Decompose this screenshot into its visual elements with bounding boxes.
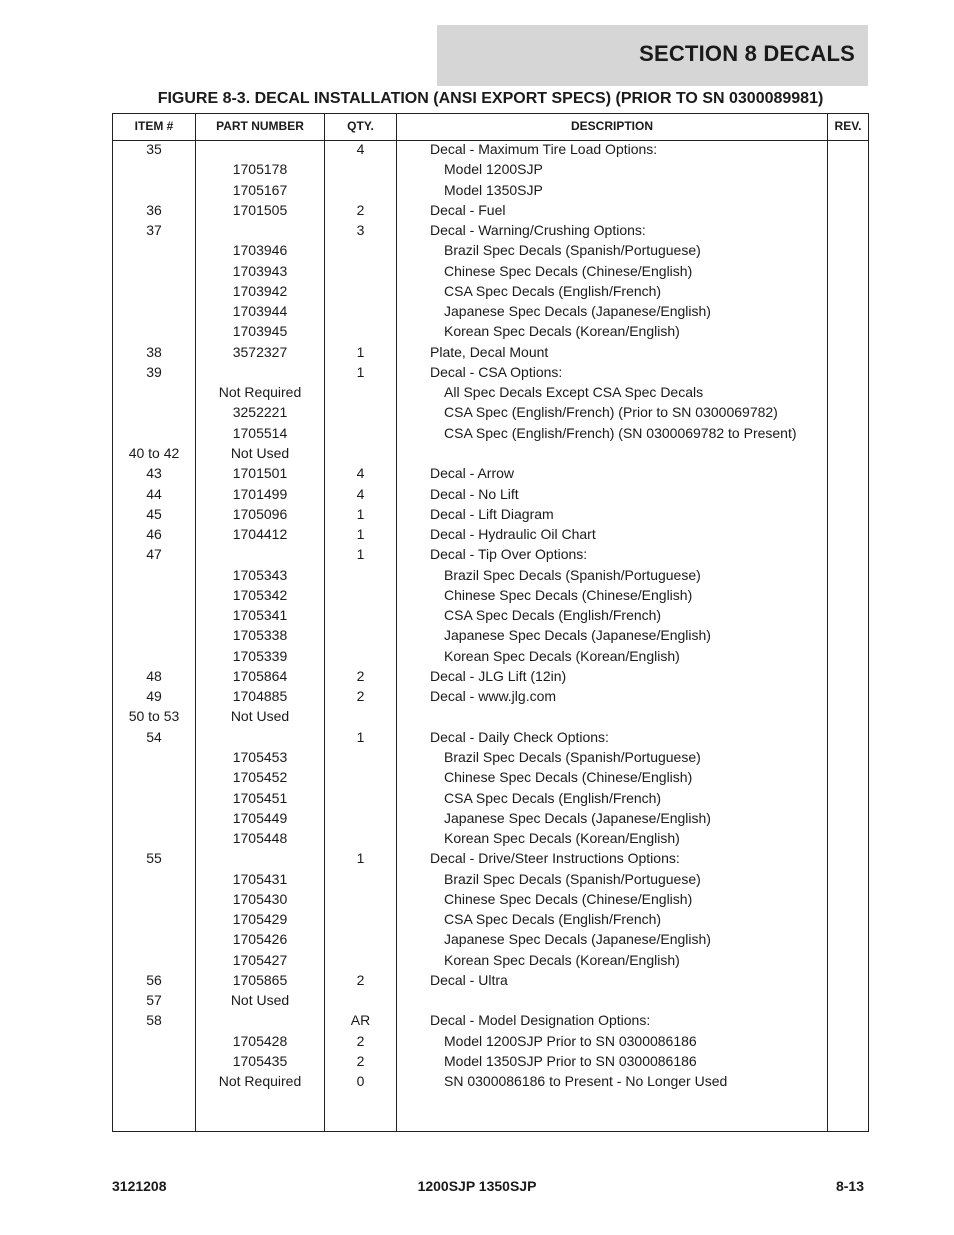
part-number [196,140,324,160]
part-number: Not Used [230,444,290,461]
part-number: 1704885 [232,688,288,705]
table-row [113,302,868,322]
quantity: 1 [356,526,365,543]
item-number [113,403,195,423]
quantity [325,748,396,768]
item-number [113,829,195,849]
description: Decal - Drive/Steer Instructions Options: [430,850,680,867]
part-number [196,1011,324,1031]
part-number: Not Required [218,384,302,401]
description: Decal - No Lift [430,485,519,502]
part-number: 1705178 [232,161,288,178]
item-number: 35 [146,141,162,157]
part-number: 1701501 [232,465,288,482]
quantity [325,302,396,322]
description: Decal - Lift Diagram [430,505,554,522]
description: Decal - CSA Options: [430,363,563,380]
column-header-part-number: PART NUMBER [216,119,304,133]
quantity [325,181,396,201]
item-number [113,1072,195,1092]
table-row [113,444,868,464]
description: Chinese Spec Decals (Chinese/English) [444,586,693,603]
quantity: 1 [356,850,365,867]
quantity [325,789,396,809]
quantity [325,768,396,788]
item-number: 54 [146,728,162,745]
table-row [113,647,868,667]
part-number: 1705339 [232,647,288,664]
table-row [113,890,868,910]
item-number: 44 [146,485,162,502]
quantity: 4 [356,485,365,502]
quantity [325,626,396,646]
description: CSA Spec (English/French) (Prior to SN 0300069782) [444,404,778,421]
description: CSA Spec (English/French) (SN 0300069782 to Present) [444,424,797,441]
item-number [113,606,195,626]
item-number [113,870,195,890]
item-number: 38 [146,343,162,360]
item-number [113,160,195,180]
part-number: 1705338 [232,627,288,644]
description: Japanese Spec Decals (Japanese/English) [444,931,711,948]
part-number: 1703945 [232,323,288,340]
quantity [325,403,396,423]
item-number [113,768,195,788]
table-row [113,667,868,687]
table-body [113,140,868,1092]
quantity: 2 [356,971,365,988]
table-row [113,525,868,545]
item-number: 36 [146,201,162,218]
description [430,707,826,727]
quantity [325,707,396,727]
description: Decal - JLG Lift (12in) [430,667,567,684]
part-number: 1701499 [232,485,288,502]
description: Decal - Model Designation Options: [430,1012,651,1029]
description: Japanese Spec Decals (Japanese/English) [444,303,711,320]
part-number: 1705427 [232,951,288,968]
quantity [325,282,396,302]
item-number [113,181,195,201]
quantity: 2 [356,201,365,218]
quantity [325,606,396,626]
description: Decal - Fuel [430,201,506,218]
description: Model 1350SJP Prior to SN 0300086186 [444,1052,697,1069]
table-row [113,586,868,606]
description: Chinese Spec Decals (Chinese/English) [444,262,693,279]
part-number: 3572327 [232,343,288,360]
column-header-description: DESCRIPTION [570,119,653,133]
table-row [113,505,868,525]
part-number: 1703943 [232,262,288,279]
part-number [196,363,324,383]
quantity: 2 [356,688,365,705]
table-row [113,383,868,403]
quantity [325,910,396,930]
description: Model 1200SJP Prior to SN 0300086186 [444,1032,697,1049]
quantity [325,383,396,403]
quantity [325,809,396,829]
table-row [113,1072,868,1092]
table-row [113,809,868,829]
part-number: 1703946 [232,242,288,259]
quantity [325,241,396,261]
table-row [113,1032,868,1052]
item-number: 45 [146,505,162,522]
part-number: 1705448 [232,830,288,847]
item-number [113,424,195,444]
description: Model 1350SJP [444,181,543,198]
table-row [113,566,868,586]
table-row [113,140,868,160]
part-number: 1705167 [232,181,288,198]
description: CSA Spec Decals (English/French) [444,911,662,928]
description: Brazil Spec Decals (Spanish/Portuguese) [444,566,701,583]
parts-table [112,113,869,1132]
quantity [325,991,396,1011]
part-number: 1703942 [232,282,288,299]
item-number [113,626,195,646]
table-row [113,545,868,565]
table-row [113,930,868,950]
quantity: 4 [356,465,365,482]
description [430,991,826,1011]
table-row [113,748,868,768]
table-row [113,181,868,201]
quantity: 2 [356,1032,365,1049]
part-number: 1705342 [232,586,288,603]
quantity: AR [350,1012,371,1029]
part-number: Not Required [218,1073,302,1090]
footer-models: 1200SJP 1350SJP [417,1178,537,1194]
description: SN 0300086186 to Present - No Longer Used [444,1073,728,1090]
part-number [196,849,324,869]
quantity [325,951,396,971]
table-row [113,241,868,261]
table-row [113,485,868,505]
quantity [325,930,396,950]
description: Decal - Arrow [430,465,515,482]
description: Chinese Spec Decals (Chinese/English) [444,769,693,786]
item-number: 43 [146,465,162,482]
column-header-qty: QTY. [347,119,374,133]
description [430,444,826,464]
part-number: 1705096 [232,505,288,522]
description: Chinese Spec Decals (Chinese/English) [444,890,693,907]
footer-doc-number: 3121208 [112,1178,167,1194]
item-number: 37 [146,222,162,239]
description: CSA Spec Decals (English/French) [444,607,662,624]
part-number: 1701505 [232,201,288,218]
item-number [113,1032,195,1052]
item-number [113,282,195,302]
quantity: 2 [356,667,365,684]
description: Decal - Maximum Tire Load Options: [430,141,658,157]
section-banner [437,25,868,86]
quantity [325,890,396,910]
table-row [113,282,868,302]
table-row [113,1052,868,1072]
description: All Spec Decals Except CSA Spec Decals [444,384,704,401]
description: Korean Spec Decals (Korean/English) [444,830,680,847]
description: Japanese Spec Decals (Japanese/English) [444,627,711,644]
item-number [113,647,195,667]
footer-page-number: 8-13 [835,1178,864,1194]
table-row [113,971,868,991]
description: Model 1200SJP [444,161,543,178]
table-row [113,322,868,342]
part-number [196,728,324,748]
part-number: 1705429 [232,911,288,928]
table-row [113,789,868,809]
item-number: 55 [146,850,162,867]
table-row [113,728,868,748]
table-row [113,221,868,241]
part-number: 1705428 [232,1032,288,1049]
description: Decal - Warning/Crushing Options: [430,222,646,239]
description: Korean Spec Decals (Korean/English) [444,647,680,664]
part-number [196,545,324,565]
figure-title: FIGURE 8-3. DECAL INSTALLATION (ANSI EXPORT SPECS) (PRIOR TO SN 0300089981) [157,90,824,107]
part-number: 1705864 [232,667,288,684]
part-number: 1705449 [232,809,288,826]
quantity [325,647,396,667]
description: Decal - Daily Check Options: [430,728,609,745]
item-number: 57 [146,992,162,1009]
part-number: 1705514 [232,424,288,441]
part-number: 1705865 [232,971,288,988]
table-row [113,626,868,646]
table-row [113,910,868,930]
table-row [113,687,868,707]
description: CSA Spec Decals (English/French) [444,282,662,299]
item-number: 47 [146,546,162,563]
section-title: SECTION 8 DECALS [639,41,855,66]
part-number: 3252221 [232,404,288,421]
table-row [113,951,868,971]
part-number: 1705430 [232,890,288,907]
description: Decal - Hydraulic Oil Chart [430,526,596,543]
quantity: 1 [356,728,365,745]
table-row [113,849,868,869]
table-row [113,160,868,180]
table-row [113,201,868,221]
item-number: 39 [146,363,162,380]
part-number: 1703944 [232,303,288,320]
description: Brazil Spec Decals (Spanish/Portuguese) [444,242,701,259]
quantity: 1 [356,546,365,563]
description: Brazil Spec Decals (Spanish/Portuguese) [444,748,701,765]
description: Plate, Decal Mount [430,343,549,360]
quantity [325,566,396,586]
description: Decal - Tip Over Options: [430,546,588,563]
quantity [325,870,396,890]
item-number [113,890,195,910]
quantity: 1 [356,343,365,360]
item-number: 58 [146,1012,162,1029]
item-number [113,241,195,261]
item-number [113,789,195,809]
item-number: 40 to 42 [128,444,180,461]
part-number: Not Used [230,992,290,1009]
quantity [325,586,396,606]
table-row [113,403,868,423]
quantity: 0 [356,1073,365,1090]
item-number [113,322,195,342]
item-number: 48 [146,667,162,684]
description: CSA Spec Decals (English/French) [444,789,662,806]
table-row [113,768,868,788]
table-row [113,262,868,282]
description: Decal - Ultra [430,971,508,988]
part-number: 1705453 [232,748,288,765]
item-number [113,566,195,586]
table-row [113,870,868,890]
quantity: 4 [356,141,365,157]
part-number: 1705452 [232,769,288,786]
item-number [113,951,195,971]
quantity [325,444,396,464]
part-number: 1705343 [232,566,288,583]
column-header-rev: REV. [834,119,862,133]
quantity: 1 [356,505,365,522]
item-number [113,910,195,930]
table-row [113,343,868,363]
quantity [325,322,396,342]
item-number: 50 to 53 [128,708,180,725]
table-row [113,606,868,626]
table-row [113,363,868,383]
table-row [113,829,868,849]
item-number [113,1052,195,1072]
table-row [113,991,868,1011]
item-number [113,262,195,282]
part-number: 1705431 [232,870,288,887]
column-header-item: ITEM # [134,119,174,133]
description: Japanese Spec Decals (Japanese/English) [444,809,711,826]
quantity: 2 [356,1052,365,1069]
part-number: 1705341 [232,607,288,624]
table-row [113,424,868,444]
item-number: 46 [146,526,162,543]
item-number [113,383,195,403]
item-number [113,302,195,322]
part-number [196,221,324,241]
item-number [113,586,195,606]
quantity: 3 [356,222,365,239]
item-number [113,930,195,950]
part-number: 1705435 [232,1052,288,1069]
part-number: 1704412 [232,526,288,543]
part-number: 1705426 [232,931,288,948]
part-number: Not Used [230,708,290,725]
quantity: 1 [356,363,365,380]
item-number: 49 [146,688,162,705]
part-number: 1705451 [232,789,288,806]
item-number: 56 [146,971,162,988]
item-number [113,809,195,829]
description: Decal - www.jlg.com [430,688,557,705]
description: Brazil Spec Decals (Spanish/Portuguese) [444,870,701,887]
table-row [113,464,868,484]
description: Korean Spec Decals (Korean/English) [444,951,680,968]
quantity [325,160,396,180]
quantity [325,829,396,849]
description: Korean Spec Decals (Korean/English) [444,323,680,340]
quantity [325,424,396,444]
table-row [113,1011,868,1031]
item-number [113,748,195,768]
quantity [325,262,396,282]
table-row [113,707,868,727]
